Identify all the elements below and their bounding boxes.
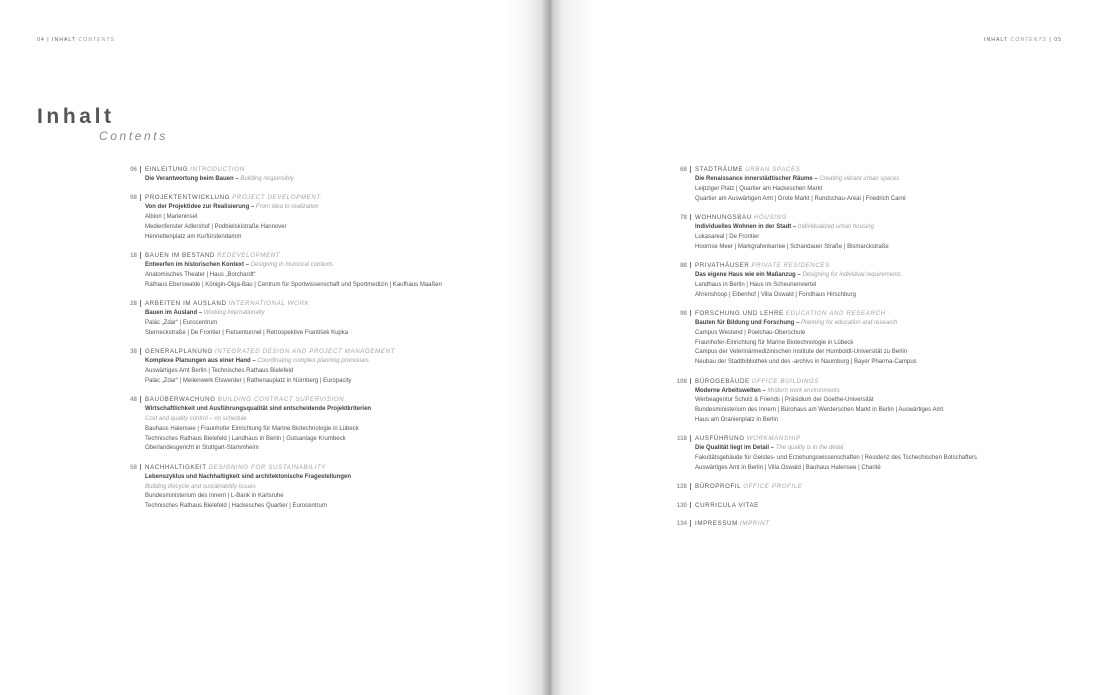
toc-section-heading (695, 213, 1070, 223)
toc-project-line: Anatomisches Theater | Haus „Borchardt“ (145, 271, 256, 278)
toc-dash: – (244, 262, 251, 269)
toc-project-line: Henriettenplatz am Kurfürstendamm (145, 233, 242, 240)
folio-left-en: CONTENTS (78, 37, 115, 43)
toc-english-subtitle: Cost and quality control – on schedule (145, 415, 247, 422)
toc-dash: – (769, 445, 776, 452)
toc-separator (690, 262, 691, 269)
toc-lead-english: Designing for individual requirements (802, 271, 902, 278)
toc-lead-line (695, 444, 1070, 454)
toc-lead-line (695, 223, 1070, 233)
toc-heading-english: WORKMANSHIP (746, 435, 801, 443)
toc-lead-english: Individualized urban housing (797, 223, 874, 230)
toc-lead-text: Die Qualität liegt im Detail (695, 445, 770, 452)
toc-entry[interactable] (120, 463, 540, 512)
toc-project-line: Hoornse Meer | Markgrafenkarree | Schandauer Straße | Bismarckstraße (695, 243, 889, 250)
toc-separator (140, 194, 141, 201)
toc-section-heading (145, 193, 540, 203)
toc-lead-english: Working internationally (203, 310, 265, 317)
toc-lead-english: Building responsibly (240, 176, 294, 182)
toc-page-number: 28 (130, 300, 137, 308)
toc-project-line: Albion | Marieninsel (145, 214, 198, 221)
toc-project-line: Palác „Zdar“ | Meilenwerk Elswerder | Rathenauplatz in Nürnberg | Europacity (145, 377, 352, 384)
toc-project-line: Sterneckstraße | De Frontier | Fietsentunnel | Retrospektive František Kupka (145, 329, 349, 336)
toc-separator (140, 300, 141, 307)
toc-separator (690, 520, 691, 527)
toc-heading-english: PRIVATE RESIDENCES (751, 261, 830, 269)
toc-page-number: 48 (130, 396, 137, 404)
folio-left-de: INHALT (52, 37, 76, 43)
toc-lead-line (145, 261, 540, 271)
toc-lead-text: Lebenszyklus und Nachhaltigkeit sind architektonische Fragestellungen (145, 473, 352, 480)
toc-dash: – (812, 176, 820, 182)
toc-dash: – (233, 176, 241, 182)
toc-heading-german: IMPRESSUM (695, 520, 738, 528)
toc-lead-text: Bauten für Bildung und Forschung (695, 319, 795, 326)
toc-section-heading (145, 251, 540, 261)
toc-dash: – (197, 310, 204, 317)
folio-right-number: 05 (1054, 37, 1062, 43)
toc-lead-line (145, 405, 540, 415)
toc-section-heading (695, 434, 1070, 444)
toc-project-line: Campus der Veterinärmedizinischen Institute der Humboldt-Universität zu Berlin (695, 349, 908, 356)
toc-heading-german: ARBEITEN IM AUSLAND (145, 300, 227, 308)
toc-heading-german: PRIVATHÄUSER (695, 261, 750, 269)
toc-dash: – (760, 387, 768, 394)
toc-heading-german: AUSFÜHRUNG (695, 435, 745, 443)
toc-lead-line (695, 271, 1070, 281)
toc-lead-line (145, 357, 540, 367)
toc-heading-english: IMPRINT (739, 520, 770, 528)
toc-lead-line (145, 473, 540, 483)
toc-entry[interactable] (670, 165, 1070, 204)
toc-section-heading (695, 482, 1070, 492)
toc-heading-english: EDUCATION AND RESEARCH (785, 309, 886, 317)
toc-lead-text: Bauen im Ausland (145, 310, 198, 317)
toc-separator (690, 378, 691, 385)
toc-heading-german: STADTRÄUME (695, 166, 744, 173)
toc-heading-german: FORSCHUNG UND LEHRE (695, 309, 784, 317)
toc-lead-line (695, 175, 1070, 185)
toc-lead-text: Das eigene Haus wie ein Maßanzug (695, 271, 796, 278)
toc-page-number: 78 (680, 213, 687, 221)
toc-entry[interactable] (120, 193, 540, 242)
toc-page-number: 118 (677, 435, 687, 443)
toc-heading-german: WOHNUNGSBAU (695, 213, 752, 221)
toc-entry[interactable] (670, 377, 1070, 426)
toc-separator (140, 252, 141, 259)
toc-page-number: 134 (676, 520, 687, 528)
toc-section-heading (145, 299, 540, 309)
toc-project-line: Quartier am Auswärtigen Amt | Grote Markt | Rundschau-Areal | Friedrich Carré (695, 195, 906, 202)
toc-entry[interactable] (670, 213, 1070, 252)
toc-lead-english: Creating vibrant urban spaces (819, 176, 900, 182)
folio-left-number: 04 (37, 37, 45, 43)
toc-heading-german: PROJEKTENTWICKLUNG (145, 194, 231, 202)
toc-separator (690, 214, 691, 221)
toc-project-line: Rathaus Eberswalde | Königin-Olga-Bau | Centrum für Sportwissenschaft und Sportmedizin | Kaufhaus Maaßen (145, 281, 442, 288)
toc-entry[interactable] (670, 309, 1070, 368)
toc-project-line: Neubau der Stadtbibliothek und des -archivs in Naumburg | Bayer Pharma-Campus (695, 359, 917, 366)
toc-entry[interactable] (120, 299, 540, 338)
toc-page-number: 130 (676, 501, 687, 509)
page-title (37, 105, 168, 143)
toc-page-number: 108 (676, 377, 687, 385)
toc-lead-text: Komplexe Planungen aus einer Hand (145, 358, 251, 365)
toc-lead-text: Wirtschaftlichkeit und Ausführungsqualität sind entscheidende Projektkriterien (145, 406, 372, 413)
toc-project-line: Technisches Rathaus Bielefeld | Landhaus in Berlin | Gutsanlage Krumbeck (145, 435, 346, 442)
toc-project-line: Landhaus in Berlin | Haus im Scheunenviertel (695, 281, 817, 288)
toc-lead-english: The quality is in the detail (775, 445, 844, 452)
title-english: Contents (99, 129, 168, 143)
toc-project-line: Campus Westend | Poelchau-Oberschule (695, 329, 806, 336)
toc-project-line: Ahrenshoop | Eibenhof | Villa Oswald | Forsthaus Hirschburg (695, 291, 856, 298)
toc-section-heading (695, 309, 1070, 319)
toc-heading-english: INTEGRATED DESIGN AND PROJECT MANAGEMENT (214, 348, 395, 356)
toc-dash: – (249, 204, 256, 211)
toc-lead-text: Die Renaissance innerstädtischer Räume (695, 176, 813, 182)
toc-heading-english: HOUSING (753, 213, 787, 221)
toc-section-heading (145, 165, 540, 175)
toc-dash: – (794, 319, 801, 326)
toc-heading-english: REDEVELOPMENT (217, 252, 281, 260)
folio-right-de: INHALT (984, 37, 1008, 43)
toc-page-number: 128 (676, 483, 687, 491)
toc-heading-english: URBAN SPACES (745, 166, 801, 173)
toc-entry[interactable] (120, 347, 540, 386)
toc-column-right (670, 165, 1070, 538)
toc-lead-english: Modern work environments (767, 387, 840, 394)
toc-lead-english: Designing in historical contexts (250, 262, 334, 269)
toc-project-line: Fraunhofer-Einrichtung für Marine Biotechnologie in Lübeck (695, 339, 854, 346)
toc-section-heading (145, 347, 540, 357)
toc-project-line: Bundesministerium des Innern | L-Bank in Karlsruhe (145, 493, 284, 500)
toc-entry[interactable] (670, 482, 1070, 492)
toc-project-line: Leipziger Platz | Quartier am Hackeschen Markt (695, 185, 823, 192)
toc-heading-german: GENERALPLANUNG (145, 348, 213, 356)
toc-heading-english: PROJECT DEVELOPMENT (232, 194, 321, 202)
toc-heading-english: INTERNATIONAL WORK (228, 300, 310, 308)
toc-lead-text: Entwerfen im historischen Kontext (145, 262, 245, 269)
toc-heading-english: OFFICE BUILDINGS (751, 377, 820, 385)
toc-lead-line (145, 203, 540, 213)
toc-entry[interactable] (670, 501, 1070, 511)
toc-section-heading (695, 501, 1070, 511)
toc-heading-german: BÜROPROFIL (695, 483, 742, 491)
toc-heading-english: INTRODUCTION (190, 166, 245, 173)
toc-lead-text: Moderne Arbeitswelten (695, 387, 761, 394)
toc-section-heading (695, 165, 1070, 175)
toc-page-number: 88 (680, 261, 687, 269)
toc-lead-text: Individuelles Wohnen in der Stadt (695, 223, 792, 230)
toc-project-line: Auswärtiges Amt in Berlin | Villa Oswald | Bauhaus Halensee | Charité (695, 464, 881, 471)
toc-lead-english: Planning for education and research (801, 319, 898, 326)
toc-separator (140, 166, 141, 173)
toc-page-number: 06 (130, 166, 137, 173)
toc-page-number: 98 (680, 309, 687, 317)
toc-project-line: Werbeagentur Scholz & Friends | Präsidium der Goethe-Universität (695, 397, 874, 404)
toc-lead-english: From idea to realization (255, 204, 319, 211)
toc-project-line: Bauhaus Halensee | Fraunhofer Einrichtung für Marine Biotechnologie in Lübeck (145, 425, 359, 432)
toc-dash: – (250, 358, 258, 365)
toc-project-line: Bundesministerium des Innern | Bürohaus am Werderschen Markt in Berlin | Auswärtiges Amt (695, 407, 944, 414)
toc-entry[interactable] (120, 395, 540, 454)
folio-right-en: CONTENTS (1010, 37, 1047, 43)
toc-project-line: Oberlandesgericht in Stuttgart-Stammheim (145, 445, 259, 452)
toc-heading-german: BAUÜBERWACHUNG (145, 396, 216, 404)
toc-project-line: Auswärtiges Amt Berlin | Technisches Rathaus Bielefeld (145, 367, 294, 374)
toc-section-heading (695, 377, 1070, 387)
toc-lead-text: Von der Projektidee zur Realisierung (145, 204, 250, 211)
toc-separator (140, 396, 141, 403)
toc-page-number: 58 (130, 463, 137, 471)
toc-separator (140, 464, 141, 471)
folio-left: 04 | INHALT CONTENTS (37, 37, 115, 43)
toc-heading-german: EINLEITUNG (145, 166, 189, 173)
folio-right: INHALT CONTENTS | 05 (984, 37, 1062, 43)
toc-heading-german: CURRICULA VITAE (695, 501, 759, 509)
toc-heading-german: BÜROGEBÄUDE (695, 377, 750, 385)
toc-column-left (120, 165, 540, 520)
toc-project-line: Palác „Zdar“ | Eurocentrum (145, 319, 218, 326)
toc-page-number: 08 (130, 194, 137, 202)
toc-lead-line (695, 387, 1070, 397)
toc-entry[interactable] (120, 251, 540, 290)
toc-lead-english: Coordinating complex planning processes (257, 358, 369, 365)
toc-heading-english: DESIGNING FOR SUSTAINABILITY (208, 463, 326, 471)
title-german: Inhalt (37, 105, 115, 128)
toc-heading-german: BAUEN IM BESTAND (145, 252, 215, 260)
toc-separator (140, 348, 141, 355)
toc-separator (690, 435, 691, 442)
toc-section-heading (145, 395, 540, 405)
toc-page-number: 38 (130, 348, 137, 356)
toc-section-heading (145, 463, 540, 473)
toc-lead-text: Die Verantwortung beim Bauen (145, 176, 234, 182)
toc-project-line: Haus am Oranienplatz in Berlin (695, 416, 779, 423)
toc-separator (690, 502, 691, 509)
toc-dash: – (795, 271, 803, 278)
toc-english-subtitle: Building lifecycle and sustainability issues (145, 483, 256, 490)
toc-lead-line (145, 309, 540, 319)
toc-separator (690, 310, 691, 317)
toc-heading-english: BUILDING CONTRACT SUPERVISION (217, 396, 345, 404)
toc-heading-german: NACHHALTIGKEIT (145, 463, 207, 471)
toc-separator (690, 483, 691, 490)
toc-lead-line (695, 319, 1070, 329)
toc-dash: – (791, 223, 798, 230)
toc-entry[interactable] (670, 519, 1070, 529)
toc-project-line: Medienfenster Adlershof | Podbielskistraße Hannover (145, 223, 287, 230)
toc-section-heading (695, 519, 1070, 529)
toc-lead-line (145, 175, 540, 185)
toc-project-line: Technisches Rathaus Bielefeld | Hackesches Quartier | Eurocentrum (145, 503, 327, 510)
toc-entry[interactable] (670, 261, 1070, 300)
toc-page-number: 18 (130, 252, 137, 260)
toc-entry[interactable] (120, 165, 540, 185)
toc-separator (690, 166, 691, 173)
toc-section-heading (695, 261, 1070, 271)
toc-entry[interactable] (670, 434, 1070, 473)
toc-project-line: Fakultätsgebäude für Geistes- und Erziehungswissenschaften | Residenz des Tschechischen Botschafters (695, 455, 977, 462)
toc-page-number: 68 (680, 166, 687, 173)
toc-heading-english: OFFICE PROFILE (743, 483, 803, 491)
toc-project-line: Lukasareal | De Frontier (695, 233, 760, 240)
